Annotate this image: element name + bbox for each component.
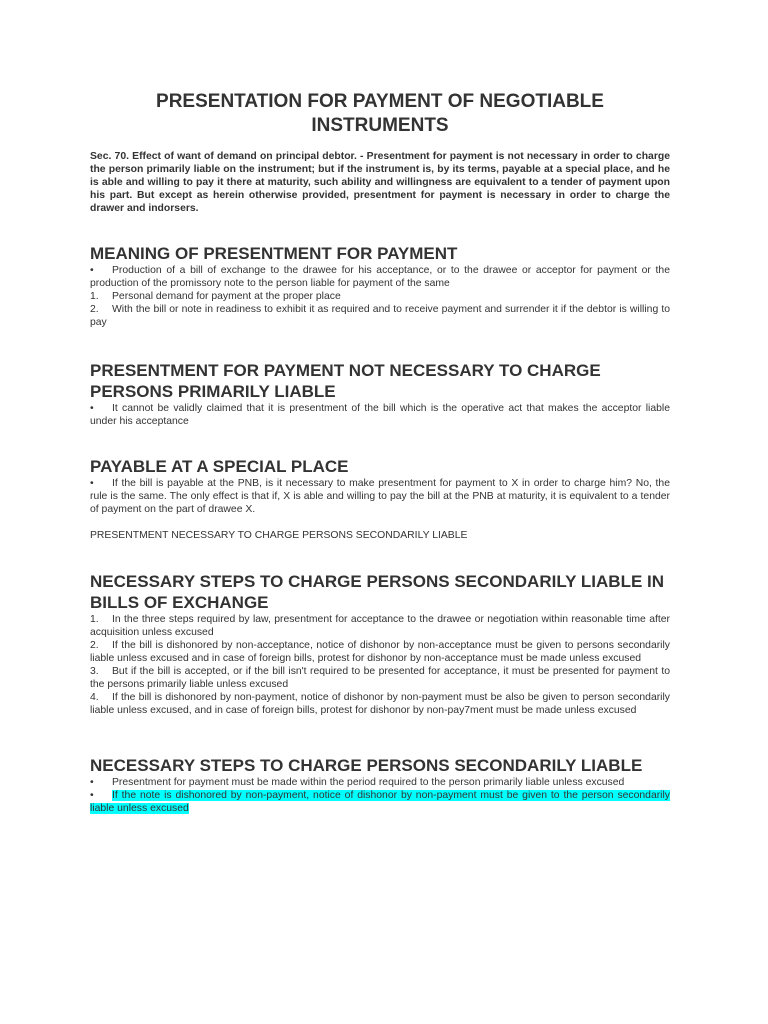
item-text: In the three steps required by law, presentment for acceptance to the drawee or negotiation within reasonable time after acquisition unless excused: [90, 614, 670, 638]
highlighted-text: If the note is dishonored by non-payment, notice of dishonor by non-payment must be given to the person secondarily liable unless excused: [90, 790, 670, 814]
item-number: 3.: [90, 666, 99, 677]
bullet-symbol: •: [90, 265, 94, 276]
bullet-text: Production of a bill of exchange to the drawee for his acceptance, or to the drawee or acceptor for payment or the production of the promissory note to the person liable for payment of the same: [90, 265, 670, 289]
item-text: If the bill is dishonored by non-acceptance, notice of dishonor by non-acceptance must be given to persons secondarily liable unless excused and in case of foreign bills, protest for dishonor by non-acceptance must be made unless excused: [90, 640, 670, 664]
bullet-symbol: •: [90, 777, 94, 788]
numbered-item: [90, 691, 670, 717]
section-heading: MEANING OF PRESENTMENT FOR PAYMENT: [90, 244, 458, 263]
section-bills-steps: [90, 571, 670, 717]
section-steps: [90, 755, 670, 815]
document-title: PRESENTATION FOR PAYMENT OF NEGOTIABLE INSTRUMENTS: [156, 91, 604, 136]
section-special-place: [90, 456, 670, 516]
bullet-text: It cannot be validly claimed that it is presentment of the bill which is the operative act that makes the acceptor liable under his acceptance: [90, 403, 670, 427]
item-text: But if the bill is accepted, or if the bill isn't required to be presented for acceptance, it must be presented for payment to the persons primarily liable unless excused: [90, 666, 670, 690]
item-number: 4.: [90, 692, 99, 703]
section-not-necessary: [90, 360, 670, 428]
numbered-item: [90, 290, 670, 303]
section-heading: PAYABLE AT A SPECIAL PLACE: [90, 457, 349, 476]
bullet-text: Presentment for payment must be made within the period required to the person primarily liable unless excused: [112, 777, 625, 788]
item-text: Personal demand for payment at the proper place: [112, 291, 341, 302]
bullet-symbol: •: [90, 790, 94, 801]
numbered-item: [90, 613, 670, 639]
bullet-text: If the bill is payable at the PNB, is it necessary to make presentment for payment to X in order to charge him? No, the rule is the same. The only effect is that if, X is able and willing to pay the bill at the PNB at maturity, it is equivalent to a tender of payment on the part of drawee X.: [90, 478, 670, 515]
section-heading: PRESENTMENT FOR PAYMENT NOT NECESSARY TO CHARGE PERSONS PRIMARILY LIABLE: [90, 361, 601, 401]
item-text: If the bill is dishonored by non-payment, notice of dishonor by non-payment must be also be given to person secondarily liable unless excused, and in case of foreign bills, protest for dishonor by non-pay7ment must be made unless excused: [90, 692, 670, 716]
numbered-item: [90, 303, 670, 329]
section-heading: NECESSARY STEPS TO CHARGE PERSONS SECONDARILY LIABLE: [90, 756, 643, 775]
item-number: 1.: [90, 291, 99, 302]
numbered-item: [90, 639, 670, 665]
item-number: 1.: [90, 614, 99, 625]
bullet-item: [90, 477, 670, 516]
bullet-item-highlighted: [90, 789, 670, 815]
item-number: 2.: [90, 640, 99, 651]
item-number: 2.: [90, 304, 99, 315]
numbered-item: [90, 665, 670, 691]
section-heading: NECESSARY STEPS TO CHARGE PERSONS SECONDARILY LIABLE IN BILLS OF EXCHANGE: [90, 572, 665, 612]
section-note: PRESENTMENT NECESSARY TO CHARGE PERSONS SECONDARILY LIABLE: [90, 530, 468, 541]
bullet-symbol: •: [90, 403, 94, 414]
item-text: With the bill or note in readiness to exhibit it as required and to receive payment and surrender it if the debtor is willing to pay: [90, 304, 670, 328]
bullet-item: [90, 264, 670, 290]
bullet-item: [90, 402, 670, 428]
section-meaning: [90, 243, 670, 329]
bullet-symbol: •: [90, 478, 94, 489]
bullet-item: [90, 776, 670, 789]
intro-paragraph: Sec. 70. Effect of want of demand on principal debtor. - Presentment for payment is not necessary in order to charge the person primarily liable on the instrument; but if the instrument is, by its terms, payable at a special place, and he is able and willing to pay it there at maturity, such ability and willingness are equivalent to a tender of payment upon his part. But except as herein otherwise provided, presentment for payment is necessary in order to charge the drawer and indorsers.: [90, 151, 670, 214]
